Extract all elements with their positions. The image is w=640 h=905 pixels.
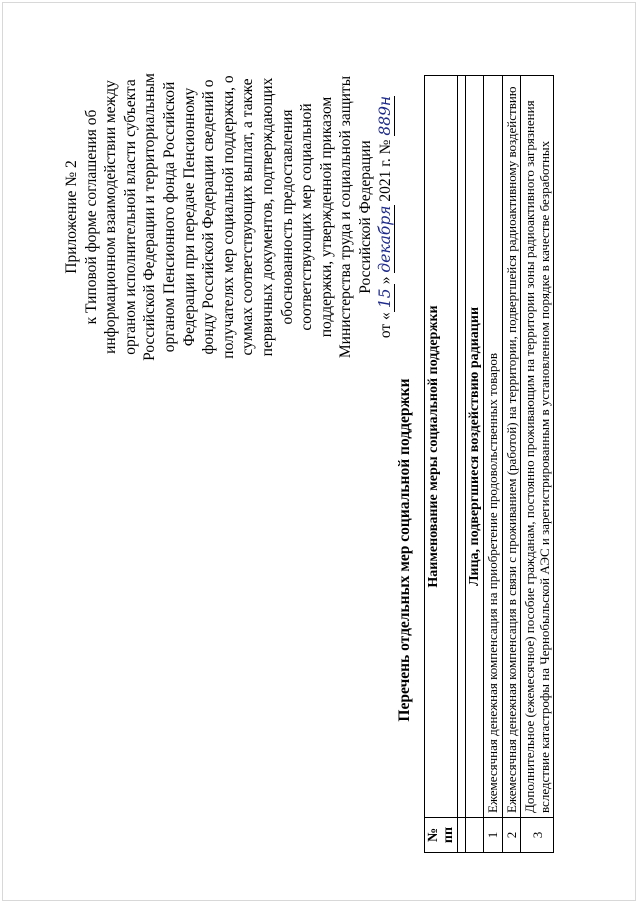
table-row [484,76,502,853]
appendix-line: Российской Федерации и территориальным [141,73,159,361]
date-prefix: от « [376,312,394,339]
row-number: 2 [502,818,520,853]
date-year: 2021 г. № [376,139,394,202]
table-row [520,76,554,853]
appendix-line: к Типовой форме соглашения об [82,109,100,325]
header-number-sign: № [426,827,441,843]
spacer-cell [458,818,466,853]
list-title: Перечень отдельных мер социальной поддержки [396,378,413,722]
table-header-row [425,76,458,853]
appendix-header [62,37,395,397]
appendix-line: Федерации при передаче Пенсионному [180,87,198,347]
appendix-line: органом Пенсионного фонда Российской [160,81,178,353]
table-row [502,76,520,853]
appendix-line: обоснованность предоставления [278,109,296,325]
appendix-line: Российской Федерации [356,140,374,294]
header-number-abbr: пп [441,826,456,844]
appendix-line: суммах соответствующих выплат, а также [239,78,257,356]
appendix-line: соответствующих мер социальной [298,103,316,331]
appendix-line: фонду Российской Федерации сведений о [200,79,218,355]
appendix-title: Приложение № 2 [63,160,80,274]
appendix-line: получателях мер социальной поддержки, о [219,75,237,359]
appendix-date-line [376,37,396,397]
row-text: Ежемесячная денежная компенсация в связи с проживанием (работой) на территории, подвергшейся радиоактивному воздействию [502,76,520,818]
section-title: Лица, подвергшиеся воздействию радиации [466,76,484,818]
table-section-row [466,76,484,853]
row-number: 3 [520,818,554,853]
appendix-line: первичных документов, подтверждающих [258,77,276,357]
date-day: 15 [377,284,395,312]
appendix-line: информационном взаимодействии между [102,80,120,354]
header-name-cell: Наименование меры социальной поддержки [425,76,458,818]
header-number-cell [425,818,458,853]
row-number: 1 [484,818,502,853]
row-text: Дополнительное (ежемесячное) пособие гражданам, постоянно проживающим на территории зоны радиоактивного загрязнения вследствие катастрофы на Чернобыльской АЭС и зарегистрированным в установленном порядке в качестве безработных [520,76,554,818]
table-spacer-row [458,76,466,853]
measures-table [424,75,554,853]
appendix-line: Министерства труда и социальной защиты [337,75,355,359]
row-text: Ежемесячная денежная компенсация на приобретение продовольственных товаров [484,76,502,818]
appendix-line: органом исполнительной власти субъекта [121,79,139,355]
appendix-line: поддержки, утвержденной приказом [317,96,335,338]
section-num-cell [466,818,484,853]
date-mid: » [376,276,394,285]
order-number: 889н [375,95,394,136]
date-month: декабря [375,205,394,273]
spacer-cell [458,76,466,818]
